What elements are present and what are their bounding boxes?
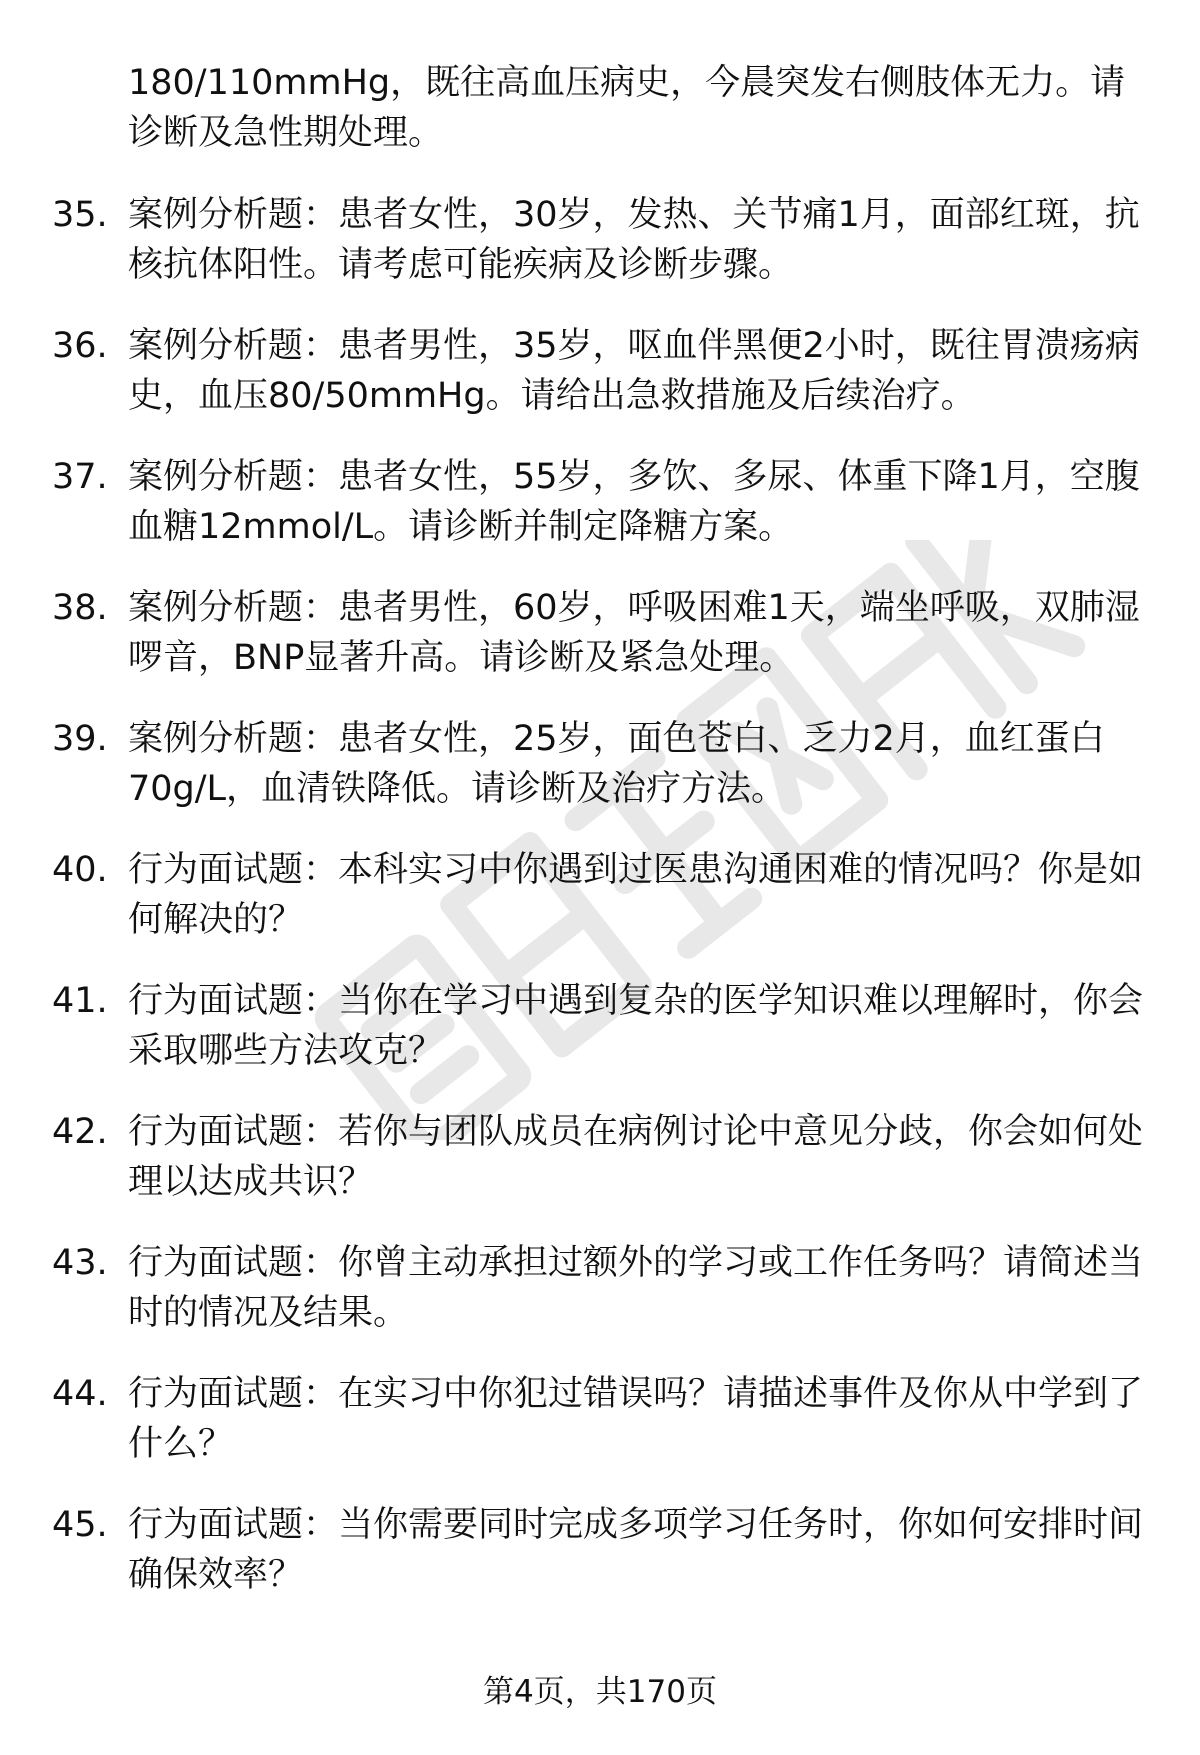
- question-number: 41.: [52, 981, 108, 1021]
- question-item: [0, 321, 1200, 452]
- question-number: 37.: [52, 457, 108, 497]
- question-number: 43.: [52, 1243, 108, 1283]
- question-item: [0, 1238, 1200, 1369]
- question-text: 案例分析题：患者男性，35岁，呕血伴黑便2小时，既往胃溃疡病史，血压80/50mmHg。请给出急救措施及后续治疗。: [128, 326, 1140, 416]
- question-item: [0, 1369, 1200, 1500]
- question-item: [0, 845, 1200, 976]
- question-text: 案例分析题：患者女性，55岁，多饮、多尿、体重下降1月，空腹血糖12mmol/L。请诊断并制定降糖方案。: [128, 457, 1140, 547]
- question-item: [0, 976, 1200, 1107]
- question-item: [0, 583, 1200, 714]
- question-number: 42.: [52, 1112, 108, 1152]
- question-number: 38.: [52, 588, 108, 628]
- question-text: 行为面试题：当你需要同时完成多项学习任务时，你如何安排时间确保效率？: [128, 1505, 1144, 1595]
- question-text: 案例分析题：患者男性，60岁，呼吸困难1天，端坐呼吸，双肺湿啰音，BNP显著升高。请诊断及紧急处理。: [128, 588, 1140, 678]
- question-item: [0, 1107, 1200, 1238]
- question-text: 行为面试题：在实习中你犯过错误吗？请描述事件及你从中学到了什么？: [128, 1374, 1144, 1464]
- question-text: 行为面试题：当你在学习中遇到复杂的医学知识难以理解时，你会采取哪些方法攻克？: [128, 981, 1144, 1071]
- question-number: 40.: [52, 850, 108, 890]
- question-text: 案例分析题：患者女性，30岁，发热、关节痛1月，面部红斑，抗核抗体阳性。请考虑可能疾病及诊断步骤。: [128, 195, 1140, 285]
- question-number: 44.: [52, 1374, 108, 1414]
- question-number: 36.: [52, 326, 108, 366]
- question-number: 39.: [52, 719, 108, 759]
- question-item: [0, 452, 1200, 583]
- question-item: [0, 190, 1200, 321]
- page-footer: 第4页，共170页: [483, 1674, 717, 1710]
- question-text: 行为面试题：你曾主动承担过额外的学习或工作任务吗？请简述当时的情况及结果。: [128, 1243, 1144, 1333]
- question-34-continuation: 180/110mmHg，既往高血压病史，今晨突发右侧肢体无力。请诊断及急性期处理。: [128, 63, 1126, 153]
- question-number: 35.: [52, 195, 108, 235]
- question-number: 45.: [52, 1505, 108, 1545]
- question-text: 行为面试题：若你与团队成员在病例讨论中意见分歧，你会如何处理以达成共识？: [128, 1112, 1144, 1202]
- question-item: [0, 1500, 1200, 1631]
- question-text: 案例分析题：患者女性，25岁，面色苍白、乏力2月，血红蛋白70g/L，血清铁降低。请诊断及治疗方法。: [128, 719, 1105, 809]
- question-list: [0, 190, 1200, 1631]
- question-text: 行为面试题：本科实习中你遇到过医患沟通困难的情况吗？你是如何解决的？: [128, 850, 1144, 940]
- question-item: [0, 714, 1200, 845]
